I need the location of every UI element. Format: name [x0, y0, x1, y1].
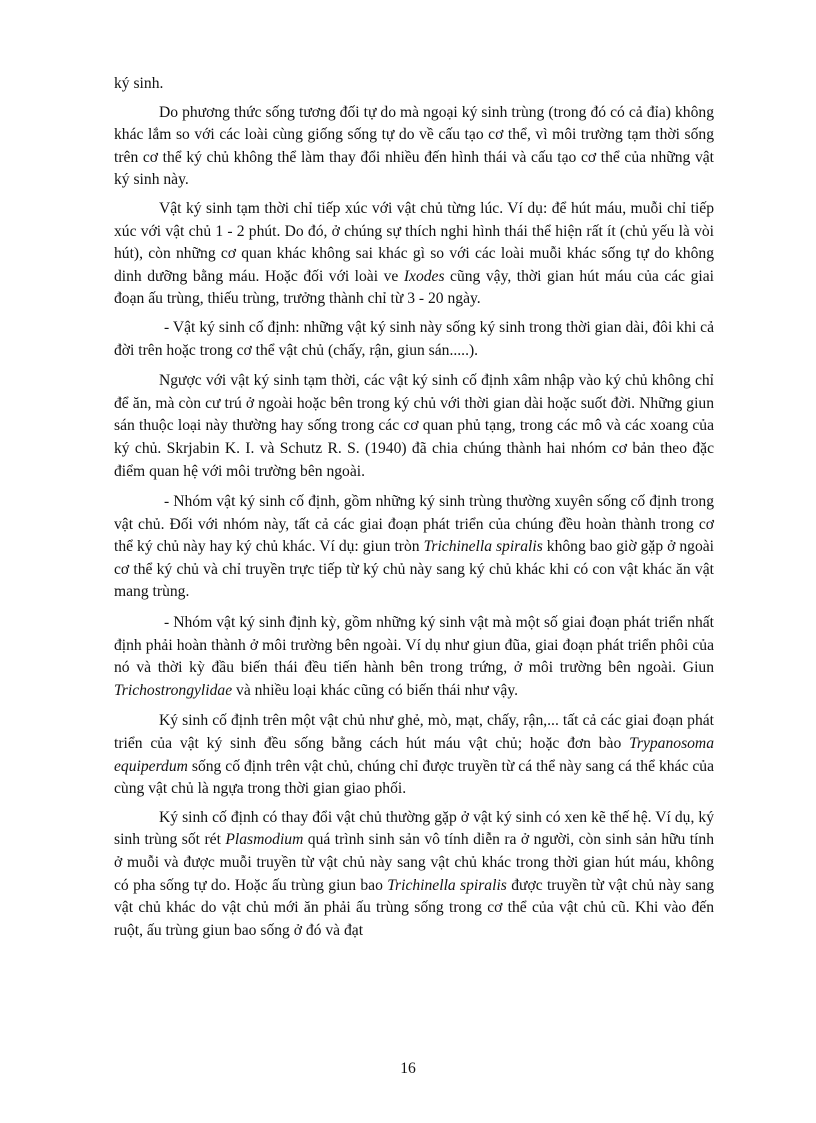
italic-term: Trypanosoma equiperdum — [114, 735, 714, 775]
paragraph — [114, 317, 714, 362]
text-run: Do phương thức sống tương đối tự do mà ngoại ký sinh trùng (trong đó có cả đỉa) không khác lắm so với các loài cùng giống sống tự do về cấu tạo cơ thể, vì môi trường tạm thời sống trên cơ thể ký chủ không thể làm thay đổi nhiều đến hình thái và cấu tạo cơ thể của những vật ký sinh này. — [114, 103, 714, 189]
text-run: Ngược với vật ký sinh tạm thời, các vật ký sinh cố định xâm nhập vào ký chủ không chỉ để ăn, mà còn cư trú ở ngoài hoặc bên trong ký chủ với thời gian dài hoặc suốt đời. Những giun sán thuộc loại này thường hay sống trong các cơ quan phủ tạng, trong các mô và các xoang của ký chủ. Skrjabin K. I. và Schutz R. S. (1940) đã chia chúng thành hai nhóm cơ bản theo đặc điểm quan hệ với môi trường bên ngoài. — [114, 372, 714, 480]
paragraph — [114, 612, 714, 702]
paragraph — [114, 710, 714, 800]
text-run: cũng vậy, thời gian hút máu của các giai đoạn ấu trùng, thiếu trùng, trưởng thành chỉ từ 3 - 20 ngày. — [114, 267, 714, 308]
text-run: và nhiều loại khác cũng có biến thái như vậy. — [232, 681, 518, 699]
body-text — [114, 73, 714, 948]
text-run: Ký sinh cố định có thay đổi vật chủ thường gặp ở vật ký sinh có xen kẽ thế hệ. Ví dụ, ký sinh trùng sốt rét — [114, 808, 714, 849]
text-run: sống cố định trên vật chủ, chúng chỉ được truyền từ cá thể này sang cá thể khác của cùng vật chủ là ngựa trong thời gian giao phối. — [114, 757, 714, 798]
paragraph — [114, 807, 714, 943]
italic-term: Trichostrongylidae — [114, 681, 233, 699]
text-run: không bao giờ gặp ở ngoài cơ thể ký chủ và chỉ truyền trực tiếp từ ký chủ này sang ký chủ khác khi có con vật khác ăn vật mang trùng. — [114, 538, 715, 601]
italic-term: Ixodes — [403, 267, 445, 285]
paragraph — [114, 491, 714, 604]
text-run: - Nhóm vật ký sinh cố định, gồm những ký sinh trùng thường xuyên sống cố định trong vật chủ. Đối với nhóm này, tất cả các giai đoạn phát triển của chúng đều hoàn thành trong cơ thể ký chủ này hay ký chủ khác. Ví dụ: giun tròn — [114, 493, 714, 556]
text-run: được truyền từ vật chủ này sang vật chủ khác do vật chủ mới ăn phải ấu trùng sống trong cơ thể của vật chủ cũ. Khi vào đến ruột, ấu trùng giun bao sống ở đó và đạt — [114, 876, 714, 939]
text-run: Ký sinh cố định trên một vật chủ như ghẻ, mò, mạt, chấy, rận,... tất cả các giai đoạn phát triển của vật ký sinh đều sống bằng cách hút máu vật chủ; hoặc đơn bào — [114, 712, 714, 753]
text-run: - Nhóm vật ký sinh định kỳ, gồm những ký sinh vật mà một số giai đoạn phát triển nhất định phải hoàn thành ở môi trường bên ngoài. Ví dụ như giun đũa, giai đoạn phát triển phôi của nó và thời kỳ đầu biến thái đều tiến hành bên trong trứng, ở môi trường bên ngoài. Giun — [114, 614, 714, 677]
text-run: Vật ký sinh tạm thời chỉ tiếp xúc với vật chủ từng lúc. Ví dụ: để hút máu, muỗi chỉ tiếp xúc với vật chủ 1 - 2 phút. Do đó, ở chúng sự thích nghi hình thái thể hiện rất ít (chủ yếu là vòi hút), còn những cơ quan khác không sai khác gì so với các loài muỗi khác sống tự do không dinh dưỡng bằng máu. Hoặc đối với loài ve — [114, 199, 714, 285]
italic-term: Trichinella spiralis — [423, 538, 543, 556]
text-run: - Vật ký sinh cố định: những vật ký sinh này sống ký sinh trong thời gian dài, đôi khi cả đời trên hoặc trong cơ thể vật chủ (chấy, rận, giun sán.....). — [114, 318, 714, 359]
paragraph — [114, 198, 714, 311]
italic-term: Plasmodium — [225, 831, 304, 849]
paragraph — [114, 370, 714, 483]
text-run: quá trình sinh sản vô tính diễn ra ở người, còn sinh sản hữu tính ở muỗi và được muỗi truyền từ vật chủ này sang vật chủ khác trong thời gian hút máu, không có pha sống tự do. Hoặc ấu trùng giun bao — [114, 831, 714, 894]
italic-term: Trichinella spiralis — [387, 876, 507, 894]
paragraph — [114, 73, 714, 96]
paragraph — [114, 102, 714, 192]
text-run: ký sinh. — [114, 75, 164, 92]
page-number: 16 — [400, 1060, 416, 1077]
